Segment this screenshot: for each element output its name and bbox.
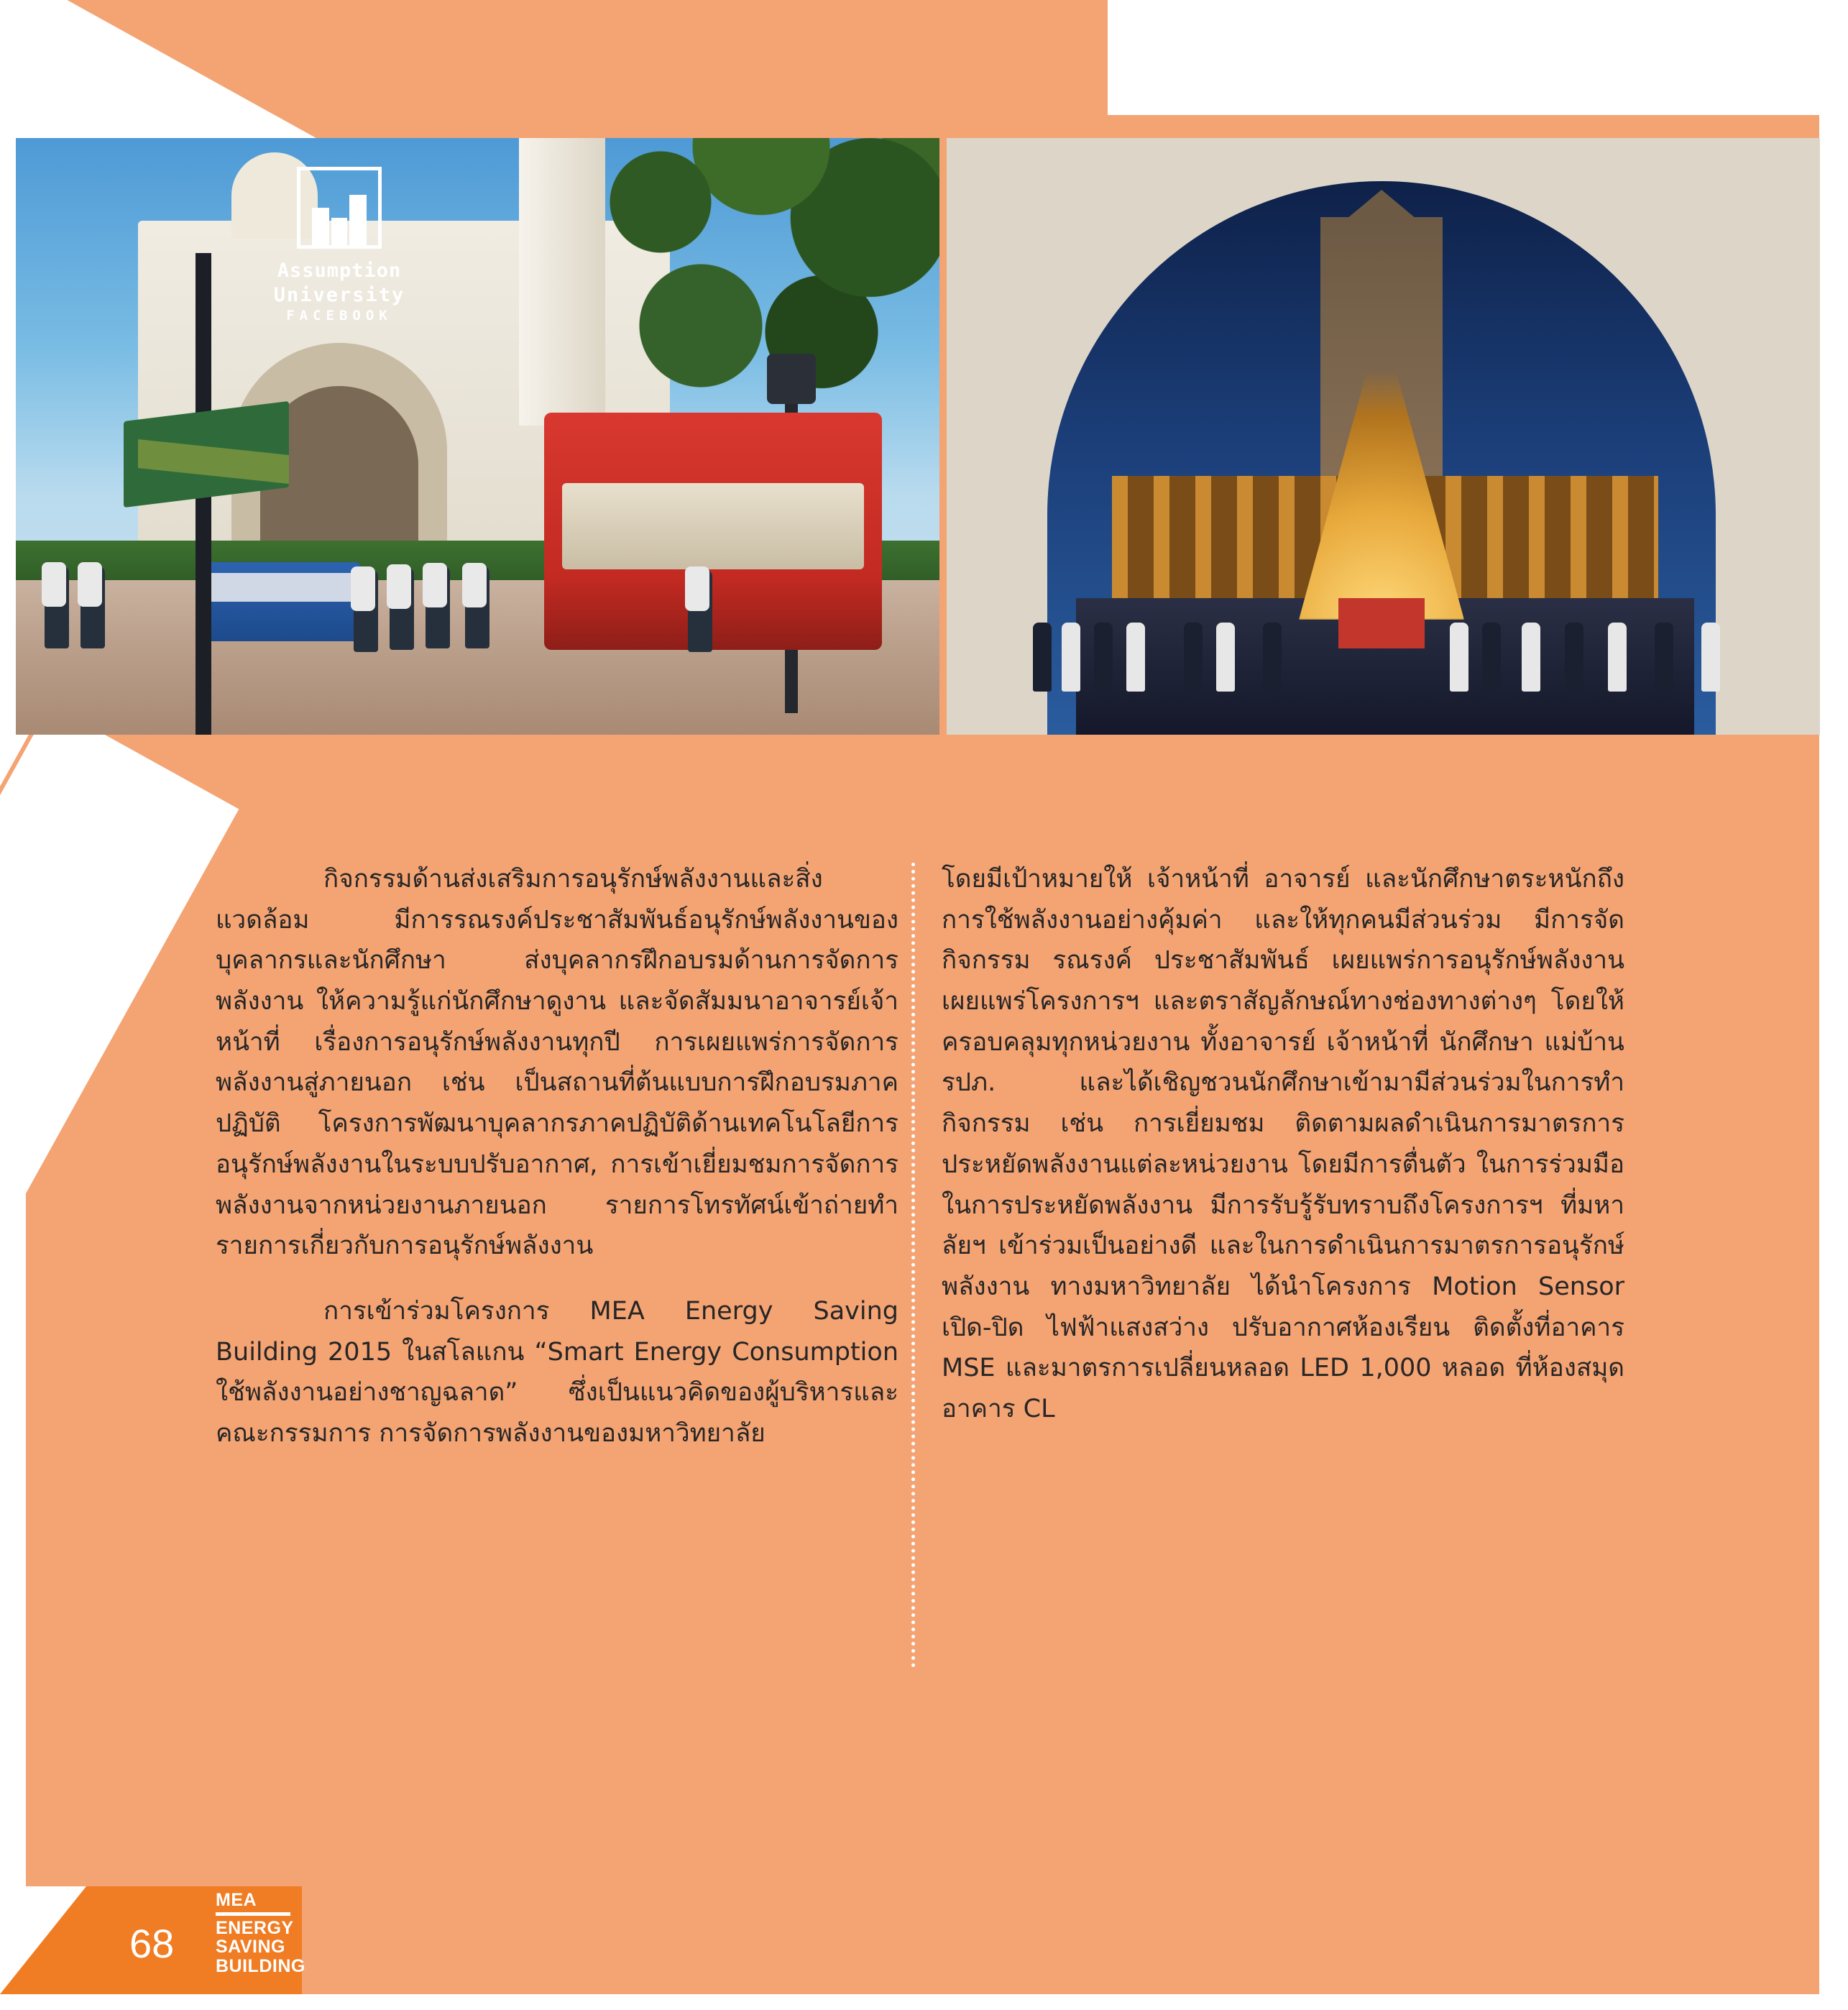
photo-person	[1565, 623, 1583, 692]
logo-line-mea: MEA	[216, 1890, 257, 1910]
photo-person	[1655, 623, 1673, 692]
decorative-diagonal-white-lower	[0, 705, 239, 1752]
photo-person	[1184, 623, 1203, 692]
photo-tram-window	[562, 483, 864, 569]
photo-person	[423, 563, 447, 607]
photo-shuttle-window	[204, 573, 352, 602]
photo-person	[1450, 623, 1468, 692]
decorative-bottom-margin	[0, 1994, 1848, 2010]
photo-lamp-head	[767, 354, 816, 404]
mea-energy-saving-building-logo	[216, 1891, 305, 1975]
photo-person	[1701, 623, 1720, 692]
photo-person	[685, 566, 709, 611]
photo-foliage	[580, 138, 939, 418]
right-column	[942, 859, 1624, 1479]
photo-person	[1608, 623, 1627, 692]
overlay-line-3: FACEBOOK	[286, 307, 392, 323]
photo-person	[1033, 623, 1052, 692]
paragraph: โดยมีเป้าหมายให้ เจ้าหน้าที่ อาจารย์ และนักศึกษาตระหนักถึงการใช้พลังงานอย่างคุ้มค่า และให้ทุกคนมีส่วนร่วม มีการจัดกิจกรรม รณรงค์ ประชาสัมพันธ์ เผยแพร่การอนุรักษ์พลังงาน เผยแพร่โครงการฯ และตราสัญลักษณ์ทางช่องทางต่างๆ โดยให้ครอบคลุมทุกหน่วยงาน ทั้งอาจารย์ เจ้าหน้าที่ นักศึกษา แม่บ้าน รปภ. และได้เชิญชวนนักศึกษาเข้ามามีส่วนร่วมในการทำกิจกรรม เช่น การเยี่ยมชม ติดตามผลดำเนินการมาตรการประหยัดพลังงานแต่ละหน่วยงาน โดยมีการตื่นตัว ในการร่วมมือในการประหยัดพลังงาน มีการรับรู้รับทราบถึงโครงการฯ ที่มหาลัยฯ เข้าร่วมเป็นอย่างดี และในการดำเนินการมาตรการอนุรักษ์พลังงาน ทางมหาวิทยาลัย ได้นำโครงการ Motion Sensor เปิด-ปิด ไฟฟ้าแสงสว่าง ปรับอากาศห้องเรียน ติดตั้งที่อาคาร MSE และมาตรการเปลี่ยนหลอด LED 1,000 หลอด ที่ห้องสมุด อาคาร CL	[942, 865, 1624, 1423]
photo-person	[1216, 623, 1235, 692]
christmas-tree-night-photo	[947, 138, 1820, 735]
paragraph: การเข้าร่วมโครงการ MEA Energy Saving Building 2015 ในสโลแกน “Smart Energy Consumption ใช้พลังงานอย่างชาญฉลาด” ซึ่งเป็นแนวคิดของผู้บริหารและคณะกรรมการ การจัดการพลังงานของมหาวิทยาลัย	[216, 1296, 898, 1448]
logo-line-energy: ENERGY	[216, 1917, 294, 1938]
overlay-line-1: Assumption	[277, 260, 402, 282]
campus-tram-photo	[16, 138, 939, 735]
photo-gift-table	[1338, 598, 1425, 648]
decorative-left-margin	[0, 848, 26, 2010]
left-column	[216, 859, 898, 1479]
photo-person	[387, 564, 411, 609]
page-number: 68	[129, 1921, 175, 1966]
assumption-university-facebook-overlay	[246, 167, 433, 324]
logo-line-building: BUILDING	[216, 1955, 305, 1976]
photo-person	[1094, 623, 1113, 692]
logo-line-saving: SAVING	[216, 1937, 285, 1957]
building-icon	[297, 167, 382, 249]
overlay-line-2: University	[273, 283, 405, 306]
photo-person	[78, 562, 102, 607]
paragraph: กิจกรรมด้านส่งเสริมการอนุรักษ์พลังงานและสิ่งแวดล้อม มีการรณรงค์ประชาสัมพันธ์อนุรักษ์พลังงานของบุคลากรและนักศึกษา ส่งบุคลากรฝึกอบรมด้านการจัดการพลังงาน ให้ความรู้แก่นักศึกษาดูงาน และจัดสัมมนาอาจารย์เจ้าหน้าที่ เรื่องการอนุรักษ์พลังงานทุกปี การเผยแพร่การจัดการพลังงานสู่ภายนอก เช่น เป็นสถานที่ต้นแบบการฝึกอบรมภาคปฏิบัติ โครงการพัฒนาบุคลากรภาคปฏิบัติด้านเทคโนโลยีการอนุรักษ์พลังงานในระบบปรับอากาศ, การเข้าเยี่ยมชมการจัดการพลังงานจากหน่วยงานภายนอก รายการโทรทัศน์เข้าถ่ายทำรายการเกี่ยวกับการอนุรักษ์พลังงาน	[216, 865, 898, 1261]
photo-person	[462, 563, 487, 607]
photo-person	[42, 562, 66, 607]
photo-person	[1263, 623, 1282, 692]
photo-person	[1522, 623, 1540, 692]
decorative-top-margin	[1108, 0, 1848, 115]
logo-divider-bar	[216, 1912, 290, 1916]
photo-row	[16, 138, 1820, 735]
article-body	[216, 859, 1632, 1479]
photo-person	[351, 566, 375, 611]
photo-person	[1482, 623, 1501, 692]
photo-person	[1126, 623, 1145, 692]
decorative-right-margin	[1819, 0, 1848, 2010]
photo-person	[1062, 623, 1080, 692]
